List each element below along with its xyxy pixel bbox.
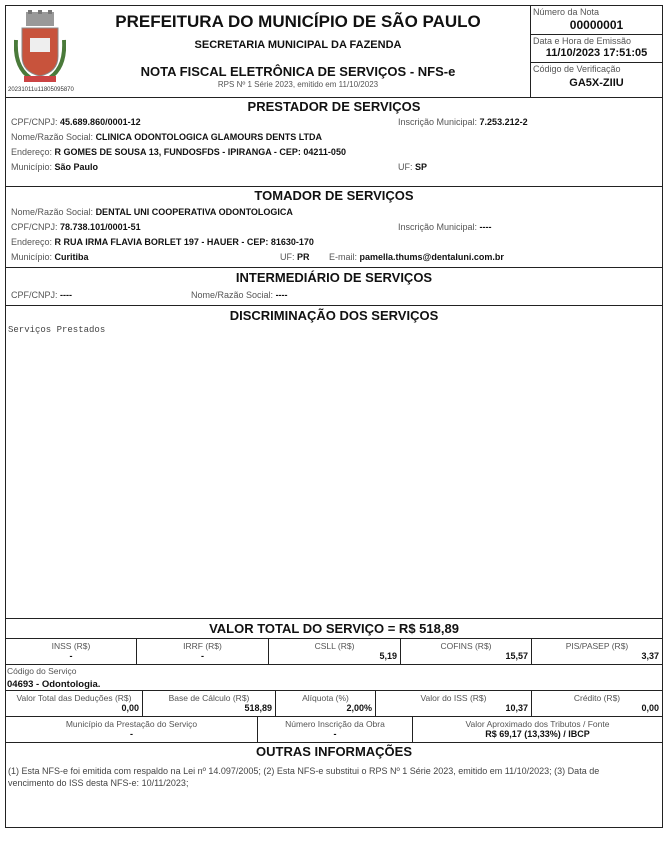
intermediario-nome: ---- (275, 290, 288, 300)
tomador-nome: DENTAL UNI COOPERATIVA ODONTOLOGICA (95, 207, 293, 217)
local-label: Número Inscrição da Obra (285, 719, 385, 729)
tomador-im: ---- (479, 222, 492, 232)
secretaria-subtitle: SECRETARIA MUNICIPAL DA FAZENDA (194, 39, 402, 51)
cnpj-label: CPF/CNPJ: (11, 117, 58, 127)
end-label: Endereço: (11, 237, 53, 247)
numero-nota: 00000001 (569, 18, 624, 32)
tax-cell-pis (532, 639, 662, 664)
end-label: Endereço: (11, 147, 53, 157)
document-title: NOTA FISCAL ELETRÔNICA DE SERVIÇOS - NFS-e (140, 64, 456, 79)
email-label: E-mail: (329, 252, 358, 262)
uf-label: UF: (398, 162, 413, 172)
numero-label: Número da Nota (533, 7, 600, 17)
local-value: R$ 69,17 (13,33%) / IBCP (485, 729, 590, 739)
discriminacao-section (5, 305, 663, 619)
tax-cell-csll (269, 639, 401, 664)
tomador-uf: PR (297, 252, 310, 262)
local-value: - (333, 729, 337, 739)
prestador-cnpj: 45.689.860/0001-12 (60, 117, 141, 127)
prestador-nome: CLINICA ODONTOLOGICA GLAMOURS DENTS LTDA (95, 132, 323, 142)
im-label: Inscrição Municipal: (398, 222, 478, 232)
local-label: Valor Aproximado dos Tributos / Fonte (465, 719, 610, 729)
prestador-endereco: R GOMES DE SOUSA 13, FUNDOSFDS - IPIRANGA - CEP: 04211-050 (54, 147, 346, 157)
outras-text: (1) Esta NFS-e foi emitida com respaldo na Lei nº 14.097/2005; (2) Esta NFS-e substitui o RPS Nº 1 Série 2023, emitido em 11/10/2023; (3) Data de vencimento do ISS desta NFS-e: 10/11/2023; (8, 766, 600, 788)
outras-title: OUTRAS INFORMAÇÕES (256, 744, 412, 759)
calc-label: Base de Cálculo (R$) (168, 693, 250, 703)
mun-label: Município: (11, 162, 53, 172)
prestador-municipio: São Paulo (54, 162, 99, 172)
aliquota-cell (276, 691, 376, 716)
nome-label: Nome/Razão Social: (11, 132, 94, 142)
local-value: - (130, 729, 133, 739)
inscricao-obra-cell (258, 717, 413, 742)
calc-value: 10,37 (505, 703, 528, 713)
im-label: Inscrição Municipal: (398, 117, 478, 127)
tax-value: 15,57 (505, 651, 528, 661)
tomador-email: pamella.thums@dentaluni.com.br (359, 252, 504, 262)
tax-label: COFINS (R$) (440, 641, 492, 651)
tomador-title: TOMADOR DE SERVIÇOS (254, 188, 414, 203)
valor-iss-cell (376, 691, 532, 716)
tax-value: - (69, 651, 73, 661)
note-info-box (530, 5, 663, 98)
valor-total-section (5, 618, 663, 639)
codigo-servico-section (5, 664, 663, 691)
calc-label: Crédito (R$) (573, 693, 621, 703)
tributos-cell (413, 717, 662, 742)
calc-value: 2,00% (346, 703, 372, 713)
tax-value: 5,19 (379, 651, 397, 661)
calc-label: Alíquota (%) (302, 693, 349, 703)
data-emissao: 11/10/2023 17:51:05 (545, 47, 648, 59)
calc-value: 0,00 (121, 703, 139, 713)
discriminacao-text: Serviços Prestados (8, 325, 106, 335)
prestador-section (5, 97, 663, 187)
credito-cell (532, 691, 662, 716)
calc-label: Valor do ISS (R$) (420, 693, 487, 703)
codigo-verificacao: GA5X-ZIIU (569, 77, 624, 89)
tomador-cnpj: 78.738.101/0001-51 (60, 222, 141, 232)
prefeitura-title: PREFEITURA DO MUNICÍPIO DE SÃO PAULO (115, 12, 481, 31)
intermediario-cnpj: ---- (60, 290, 73, 300)
discriminacao-title: DISCRIMINAÇÃO DOS SERVIÇOS (229, 308, 439, 323)
tax-label: CSLL (R$) (314, 641, 355, 651)
tomador-endereco: R RUA IRMA FLAVIA BORLET 197 - HAUER - CEP: 81630-170 (54, 237, 314, 247)
calc-value: 518,89 (244, 703, 272, 713)
tax-cell-cofins (401, 639, 532, 664)
nome-label: Nome/Razão Social: (11, 207, 94, 217)
nome-label: Nome/Razão Social: (191, 290, 274, 300)
uf-label: UF: (280, 252, 295, 262)
local-label: Município da Prestação do Serviço (65, 719, 198, 729)
deducoes-cell (6, 691, 143, 716)
mun-label: Município: (11, 252, 53, 262)
prestador-uf: SP (415, 162, 428, 172)
municipio-prestacao-cell (6, 717, 258, 742)
intermediario-title: INTERMEDIÁRIO DE SERVIÇOS (235, 270, 433, 285)
sao-paulo-coat-of-arms-icon (14, 10, 66, 86)
codigo-label: Código de Verificação (533, 64, 621, 74)
tax-label: PIS/PASEP (R$) (565, 641, 629, 651)
tax-value: 3,37 (641, 651, 659, 661)
tax-cell-inss (6, 639, 137, 664)
data-label: Data e Hora de Emissão (533, 36, 632, 46)
tax-cell-irrf (137, 639, 269, 664)
cnpj-label: CPF/CNPJ: (11, 290, 58, 300)
tax-label: INSS (R$) (51, 641, 91, 651)
tomador-section (5, 186, 663, 268)
tax-label: IRRF (R$) (183, 641, 222, 651)
prestador-title: PRESTADOR DE SERVIÇOS (247, 99, 421, 114)
calc-label: Valor Total das Deduções (R$) (16, 693, 132, 703)
calculo-row (5, 690, 663, 717)
cnpj-label: CPF/CNPJ: (11, 222, 58, 232)
tax-value: - (201, 651, 204, 661)
taxes-row (5, 638, 663, 665)
tomador-municipio: Curitiba (54, 252, 89, 262)
valor-total: VALOR TOTAL DO SERVIÇO = R$ 518,89 (209, 621, 459, 636)
codigo-servico-label: Código do Serviço (7, 666, 77, 676)
prestador-im: 7.253.212-2 (479, 117, 528, 127)
local-row (5, 716, 663, 743)
base-calculo-cell (143, 691, 276, 716)
rps-info: RPS Nº 1 Série 2023, emitido em 11/10/2023 (217, 80, 379, 89)
header (5, 5, 531, 98)
logo-code: 20231011u11805095870 (8, 87, 74, 93)
outras-informacoes-section (5, 742, 663, 828)
intermediario-section (5, 267, 663, 306)
codigo-servico-value: 04693 - Odontologia. (7, 679, 101, 690)
calc-value: 0,00 (641, 703, 659, 713)
